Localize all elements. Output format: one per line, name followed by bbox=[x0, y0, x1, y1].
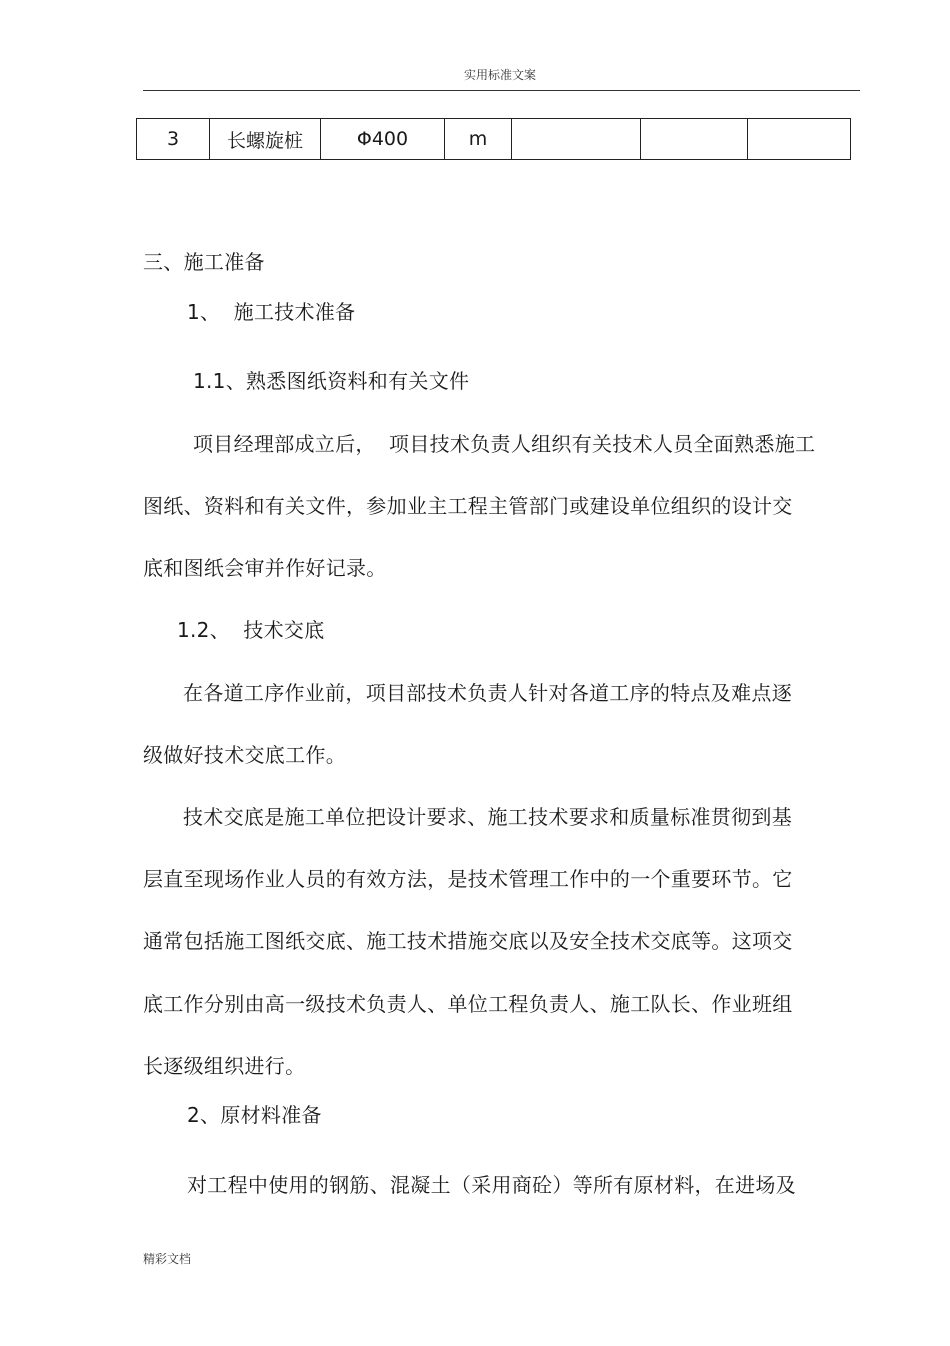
paragraph-line: 级做好技术交底工作。 bbox=[143, 743, 346, 767]
subsection-heading: 1.1、熟悉图纸资料和有关文件 bbox=[193, 369, 470, 393]
spec-table bbox=[136, 118, 851, 160]
paragraph-line: 对工程中使用的钢筋、混凝土（采用商砼）等所有原材料，在进场及 bbox=[187, 1173, 796, 1197]
paragraph-line: 项目经理部成立后， 项目技术负责人组织有关技术人员全面熟悉施工 bbox=[193, 432, 816, 456]
paragraph-line: 底工作分别由高一级技术负责人、单位工程负责人、施工队长、作业班组 bbox=[143, 992, 793, 1016]
paragraph-line: 技术交底是施工单位把设计要求、施工技术要求和质量标准贯彻到基 bbox=[183, 805, 792, 829]
header-rule bbox=[143, 90, 860, 91]
subsection-heading: 2、原材料准备 bbox=[187, 1103, 322, 1127]
page-header: 实用标准文案 bbox=[463, 68, 536, 82]
paragraph-line: 长逐级组织进行。 bbox=[143, 1054, 306, 1078]
table-cell-empty bbox=[512, 119, 641, 160]
subsection-heading: 1、 施工技术准备 bbox=[187, 300, 356, 324]
table-cell-empty bbox=[641, 119, 748, 160]
paragraph-line: 底和图纸会审并作好记录。 bbox=[143, 556, 387, 580]
table-cell-name: 长螺旋桩 bbox=[210, 119, 321, 160]
paragraph-line: 层直至现场作业人员的有效方法，是技术管理工作中的一个重要环节。它 bbox=[143, 867, 793, 891]
table-row bbox=[137, 119, 851, 160]
page-footer: 精彩文档 bbox=[143, 1252, 192, 1266]
paragraph-line: 图纸、资料和有关文件，参加业主工程主管部门或建设单位组织的设计交 bbox=[143, 494, 793, 518]
table-cell-no: 3 bbox=[137, 119, 210, 160]
section-heading: 三、施工准备 bbox=[143, 250, 265, 274]
paragraph-line: 通常包括施工图纸交底、施工技术措施交底以及安全技术交底等。这项交 bbox=[143, 929, 793, 953]
subsection-heading: 1.2、 技术交底 bbox=[177, 618, 325, 642]
table-cell-spec: Φ400 bbox=[321, 119, 445, 160]
paragraph-line: 在各道工序作业前，项目部技术负责人针对各道工序的特点及难点逐 bbox=[183, 681, 792, 705]
table-cell-empty bbox=[748, 119, 851, 160]
table-cell-unit: m bbox=[445, 119, 512, 160]
